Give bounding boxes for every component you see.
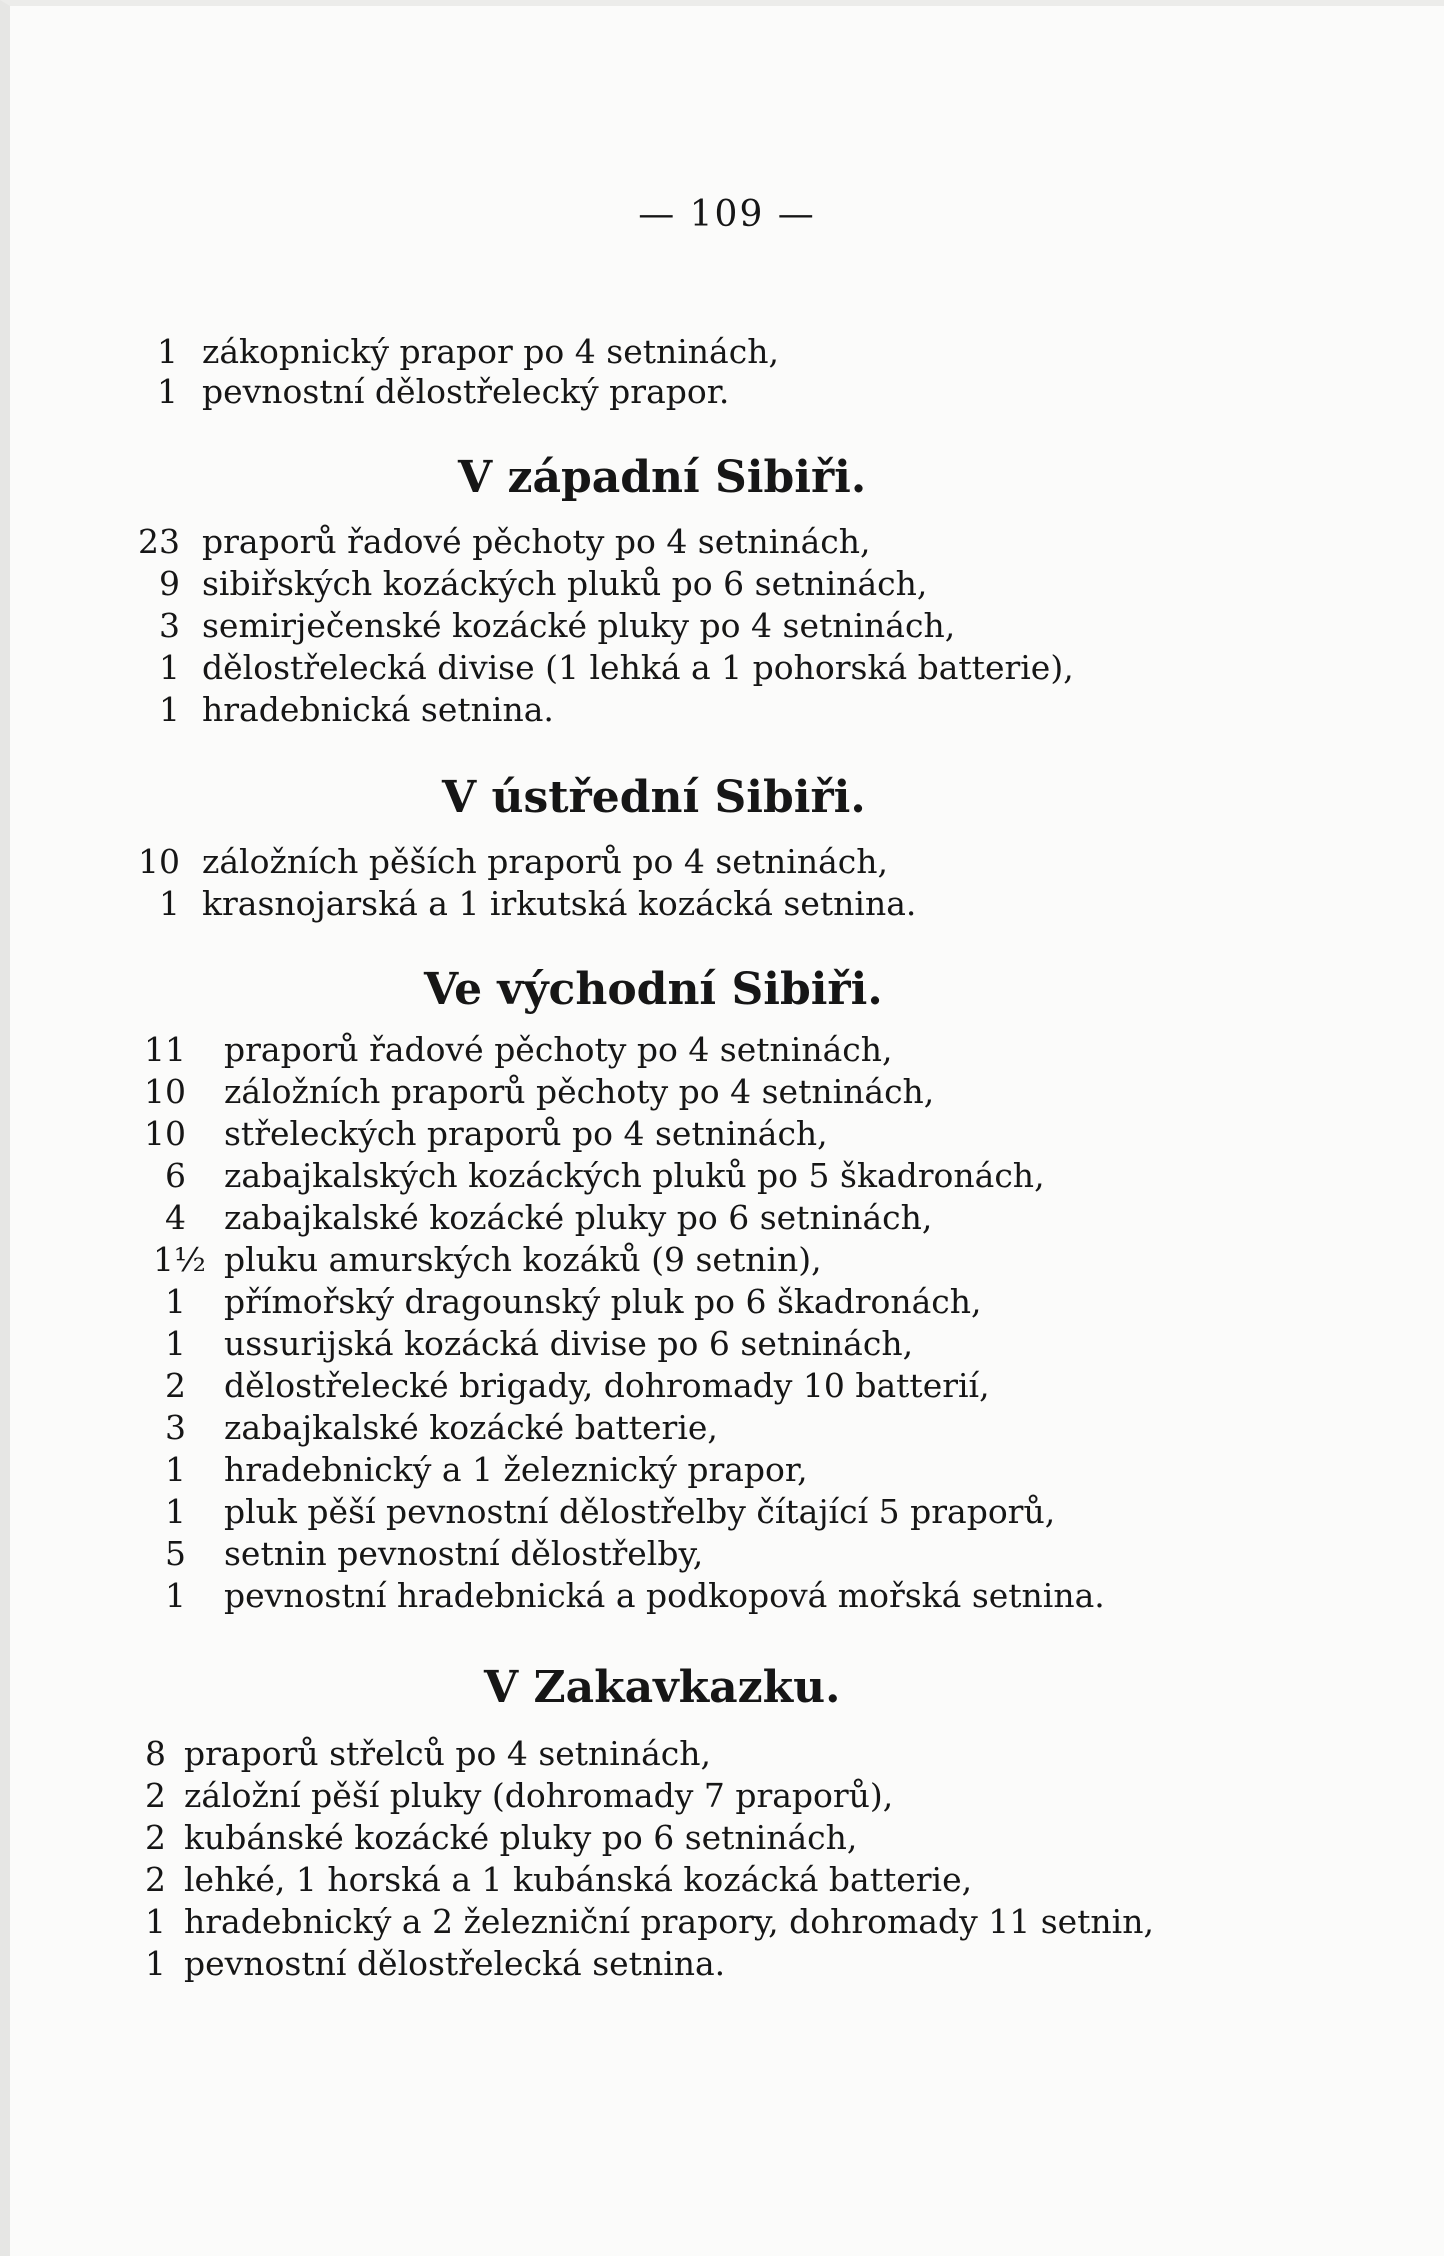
item-count: 10 [138,842,180,881]
item-text: záložní pěší pluky (dohromady 7 praporů), [184,1776,894,1815]
item-text: zabajkalské kozácké batterie, [224,1408,718,1447]
item-text: zabajkalské kozácké pluky po 6 setninách, [224,1198,933,1237]
item-count: 5 [165,1534,186,1573]
item-text: záložních pěších praporů po 4 setninách, [202,842,889,881]
item-text: zabajkalských kozáckých pluků po 5 škadronách, [224,1156,1045,1195]
item-count: 10 [144,1114,186,1153]
item-text: dělostřelecké brigady, dohromady 10 batterií, [224,1366,990,1405]
item-text: pevnostní dělostřelecká setnina. [184,1944,726,1983]
item-count: 2 [145,1776,166,1815]
item-text: ussurijská kozácká divise po 6 setninách, [224,1324,914,1363]
item-text: hradebnická setnina. [202,690,554,729]
item-count: 1 [165,1492,186,1531]
item-text: střeleckých praporů po 4 setninách, [224,1114,828,1153]
item-text: záložních praporů pěchoty po 4 setninách, [224,1072,935,1111]
item-text: praporů řadové pěchoty po 4 setninách, [224,1030,893,1069]
item-text: pevnostní dělostřelecký prapor. [202,372,730,411]
item-text: pevnostní hradebnická a podkopová mořská setnina. [224,1576,1105,1615]
item-count: 1 [159,884,180,923]
item-count: 10 [144,1072,186,1111]
item-text: dělostřelecká divise (1 lehká a 1 pohorská batterie), [202,648,1074,687]
item-count: 1 [165,1324,186,1363]
item-count: 1 [157,372,178,411]
item-count: 2 [145,1818,166,1857]
item-text: hradebnický a 2 železniční prapory, dohromady 11 setnin, [184,1902,1154,1941]
item-count: 2 [145,1860,166,1899]
item-count: 3 [165,1408,186,1447]
item-text: kubánské kozácké pluky po 6 setninách, [184,1818,858,1857]
item-count: 23 [138,522,180,561]
item-text: hradebnický a 1 železnický prapor, [224,1450,808,1489]
item-text: praporů řadové pěchoty po 4 setninách, [202,522,871,561]
item-text: setnin pevnostní dělostřelby, [224,1534,704,1573]
item-count: 9 [159,564,180,603]
item-text: semirječenské kozácké pluky po 4 setninách, [202,606,956,645]
item-count: 1 [157,332,178,371]
section-heading: Ve východní Sibiři. [424,964,883,1015]
item-count: 8 [145,1734,166,1773]
item-count: 1½ [153,1240,206,1279]
section-heading: V ústřední Sibiři. [442,772,866,823]
item-text: pluk pěší pevnostní dělostřelby čítající 5 praporů, [224,1492,1056,1531]
item-count: 2 [165,1366,186,1405]
item-count: 1 [159,648,180,687]
item-count: 3 [159,606,180,645]
item-count: 1 [145,1902,166,1941]
item-text: pluku amurských kozáků (9 setnin), [224,1240,822,1279]
section-heading: V Zakavkazku. [484,1662,841,1713]
item-count: 1 [145,1944,166,1983]
item-count: 4 [165,1198,186,1237]
item-text: praporů střelců po 4 setninách, [184,1734,712,1773]
item-text: sibiřských kozáckých pluků po 6 setninách, [202,564,928,603]
section-heading: V západní Sibiři. [458,452,867,503]
item-text: přímořský dragounský pluk po 6 škadronách, [224,1282,982,1321]
item-text: zákopnický prapor po 4 setninách, [202,332,779,371]
item-count: 6 [165,1156,186,1195]
item-count: 1 [165,1450,186,1489]
item-text: lehké, 1 horská a 1 kubánská kozácká batterie, [184,1860,973,1899]
item-count: 11 [144,1030,186,1069]
item-count: 1 [165,1576,186,1615]
item-count: 1 [165,1282,186,1321]
item-text: krasnojarská a 1 irkutská kozácká setnina. [202,884,917,923]
page-number: — 109 — [638,194,816,235]
item-count: 1 [159,690,180,729]
